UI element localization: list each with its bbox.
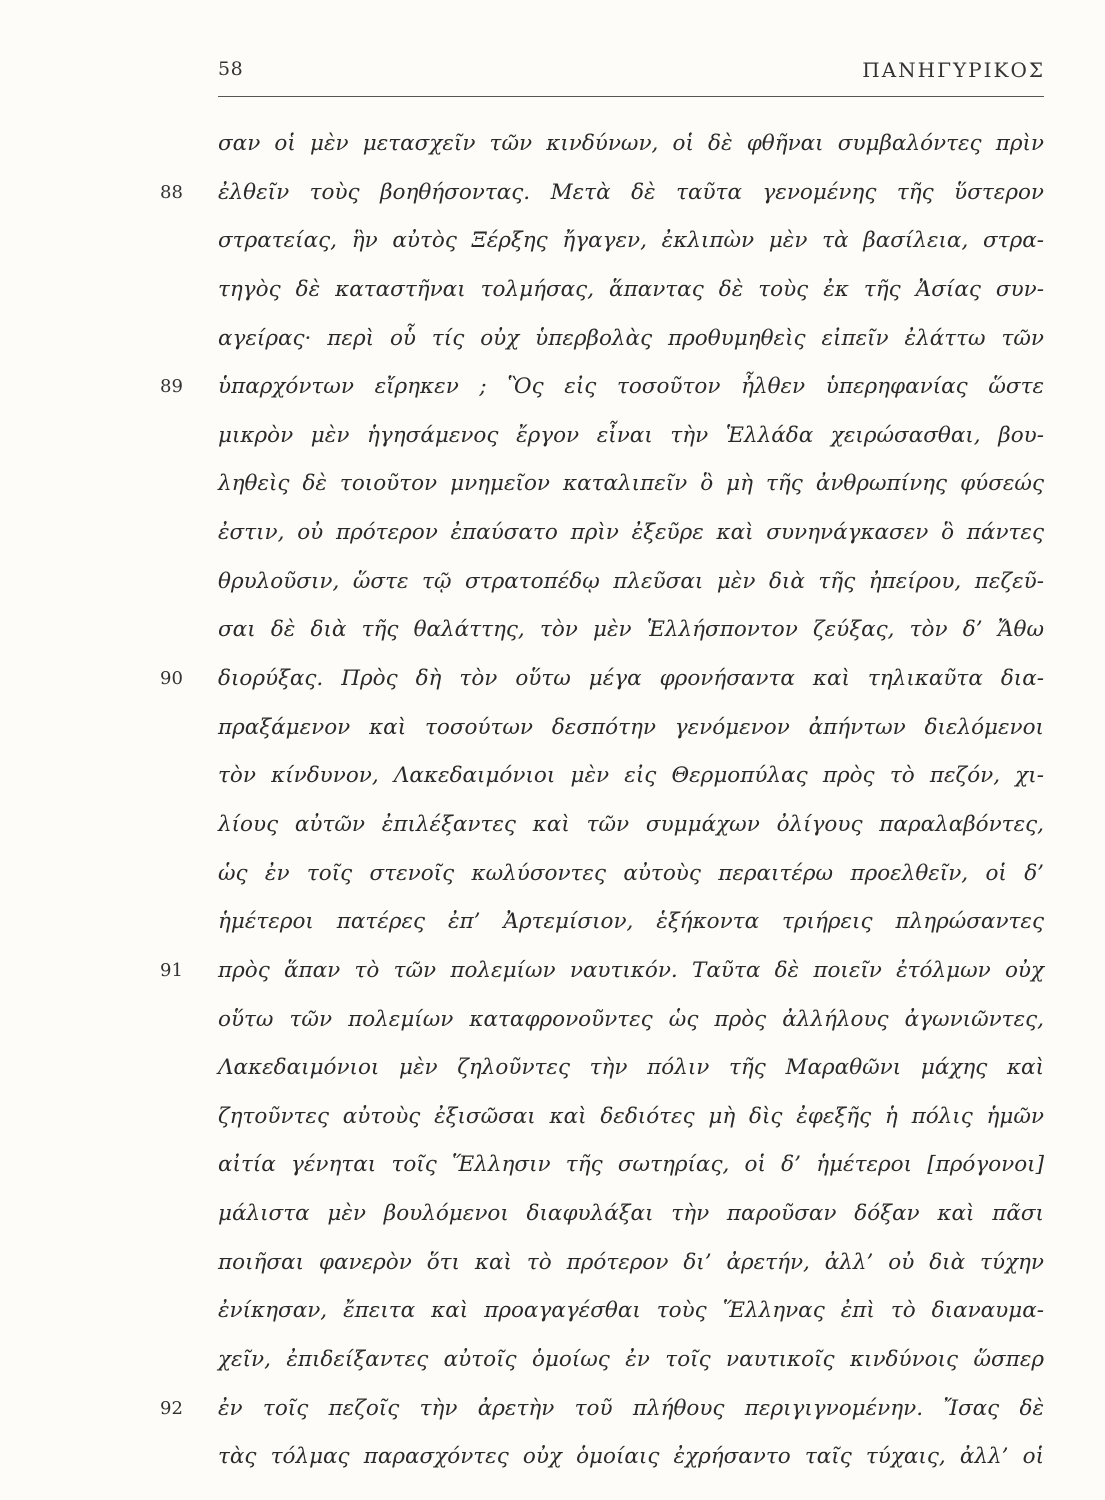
line-text: θρυλοῦσιν, ὥστε τῷ στρατοπέδῳ πλεῦσαι μὲν διὰ τῆς ἠπείρου, πεζεῦ- — [218, 568, 1044, 594]
text-line — [160, 266, 1060, 315]
line-text: ὑπαρχόντων εἴρηκεν ; Ὃς εἰς τοσοῦτον ἦλθεν ὑπερηφανίας ὥστε — [218, 374, 1044, 400]
line-text: πρὸς ἅπαν τὸ τῶν πολεμίων ναυτικόν. Ταῦτα δὲ ποιεῖν ἐτόλμων οὐχ — [218, 957, 1044, 983]
text-line — [160, 752, 1060, 801]
text-line — [160, 996, 1060, 1045]
text-line — [160, 1239, 1060, 1288]
section-number: 92 — [160, 1397, 183, 1419]
text-line — [160, 509, 1060, 558]
text-line — [160, 1190, 1060, 1239]
line-text: διορύξας. Πρὸς δὴ τὸν οὕτω μέγα φρονήσαντα καὶ τηλικαῦτα δια- — [218, 666, 1044, 692]
text-line — [160, 1385, 1060, 1434]
line-text: ζητοῦντες αὐτοὺς ἐξισῶσαι καὶ δεδιότες μὴ δὶς ἐφεξῆς ἡ πόλις ἡμῶν — [218, 1103, 1044, 1129]
line-text: λίους αὐτῶν ἐπιλέξαντες καὶ τῶν συμμάχων ὀλίγους παραλαβόντες, — [218, 811, 1044, 837]
body-text — [160, 120, 1060, 1482]
text-line — [160, 850, 1060, 899]
section-number: 88 — [160, 181, 183, 203]
line-text: Λακεδαιμόνιοι μὲν ζηλοῦντες τὴν πόλιν τῆς Μαραθῶνι μάχης καὶ — [218, 1055, 1044, 1081]
line-text: ἡμέτεροι πατέρες ἐπ’ Ἀρτεμίσιον, ἑξήκοντα τριήρεις πληρώσαντες — [218, 909, 1044, 935]
line-text: οὕτω τῶν πολεμίων καταφρονοῦντες ὡς πρὸς ἀλλήλους ἀγωνιῶντες, — [218, 1006, 1044, 1032]
text-line — [160, 704, 1060, 753]
text-line — [160, 606, 1060, 655]
text-line — [160, 169, 1060, 218]
text-line — [160, 1336, 1060, 1385]
text-line — [160, 412, 1060, 461]
header-rule — [218, 96, 1044, 97]
line-text: στρατείας, ἣν αὐτὸς Ξέρξης ἤγαγεν, ἐκλιπὼν μὲν τὰ βασίλεια, στρα- — [218, 228, 1044, 254]
text-line — [160, 1141, 1060, 1190]
text-line — [160, 363, 1060, 412]
text-line — [160, 898, 1060, 947]
line-text: ποιῆσαι φανερὸν ὅτι καὶ τὸ πρότερον δι’ ἀρετήν, ἀλλ’ οὐ διὰ τύχην — [218, 1249, 1044, 1275]
text-line — [160, 1044, 1060, 1093]
line-text: τὰς τόλμας παρασχόντες οὐχ ὁμοίαις ἐχρήσαντο ταῖς τύχαις, ἀλλ’ οἱ — [218, 1444, 1044, 1470]
text-line — [160, 1093, 1060, 1142]
running-title: ΠΑΝΗΓΥΡΙΚΟΣ — [862, 58, 1045, 82]
text-line — [160, 1287, 1060, 1336]
running-head — [218, 58, 1045, 98]
line-text: σαι δὲ διὰ τῆς θαλάττης, τὸν μὲν Ἑλλήσποντον ζεύξας, τὸν δ’ Ἄθω — [218, 617, 1044, 643]
line-text: μικρὸν μὲν ἡγησάμενος ἔργον εἶναι τὴν Ἑλλάδα χειρώσασθαι, βου- — [218, 422, 1044, 448]
line-text: σαν οἱ μὲν μετασχεῖν τῶν κινδύνων, οἱ δὲ φθῆναι συμβαλόντες πρὶν — [218, 131, 1044, 156]
text-line — [160, 315, 1060, 364]
text-line — [160, 947, 1060, 996]
line-text: ἐν τοῖς πεζοῖς τὴν ἀρετὴν τοῦ πλήθους περιγιγνομένην. Ἴσας δὲ — [218, 1395, 1044, 1421]
line-text: αγείρας· περὶ οὗ τίς οὐχ ὑπερβολὰς προθυμηθεὶς εἰπεῖν ἐλάττω τῶν — [218, 325, 1044, 351]
page-number: 58 — [218, 58, 244, 80]
line-text: ἐνίκησαν, ἔπειτα καὶ προαγαγέσθαι τοὺς Ἕλληνας ἐπὶ τὸ διαναυμα- — [218, 1298, 1044, 1324]
line-text: ἐλθεῖν τοὺς βοηθήσοντας. Μετὰ δὲ ταῦτα γενομένης τῆς ὕστερον — [218, 179, 1044, 205]
text-line — [160, 460, 1060, 509]
section-number: 89 — [160, 376, 183, 398]
line-text: τὸν κίνδυνον, Λακεδαιμόνιοι μὲν εἰς Θερμοπύλας πρὸς τὸ πεζόν, χι- — [218, 763, 1044, 789]
section-number: 91 — [160, 959, 183, 981]
line-text: αἰτία γένηται τοῖς Ἕλλησιν τῆς σωτηρίας, οἱ δ’ ἡμέτεροι [πρόγονοι] — [218, 1152, 1044, 1178]
section-number: 90 — [160, 668, 183, 690]
text-line — [160, 655, 1060, 704]
text-line — [160, 1433, 1060, 1482]
line-text: χεῖν, ἐπιδείξαντες αὐτοῖς ὁμοίως ἐν τοῖς ναυτικοῖς κινδύνοις ὥσπερ — [218, 1347, 1044, 1373]
text-line — [160, 801, 1060, 850]
line-text: πραξάμενον καὶ τοσούτων δεσπότην γενόμενον ἀπήντων διελόμενοι — [218, 714, 1044, 740]
line-text: ἐστιν, οὐ πρότερον ἐπαύσατο πρὶν ἐξεῦρε καὶ συνηνάγκασεν ὃ πάντες — [218, 520, 1044, 546]
line-text: ὡς ἐν τοῖς στενοῖς κωλύσοντες αὐτοὺς περαιτέρω προελθεῖν, οἱ δ’ — [218, 860, 1044, 886]
line-text: ληθεὶς δὲ τοιοῦτον μνημεῖον καταλιπεῖν ὃ μὴ τῆς ἀνθρωπίνης φύσεώς — [218, 471, 1044, 497]
line-text: τηγὸς δὲ καταστῆναι τολμήσας, ἅπαντας δὲ τοὺς ἐκ τῆς Ἀσίας συν- — [218, 276, 1044, 302]
line-text: μάλιστα μὲν βουλόμενοι διαφυλάξαι τὴν παροῦσαν δόξαν καὶ πᾶσι — [218, 1201, 1044, 1227]
text-line — [160, 558, 1060, 607]
text-line — [160, 120, 1060, 169]
text-line — [160, 217, 1060, 266]
